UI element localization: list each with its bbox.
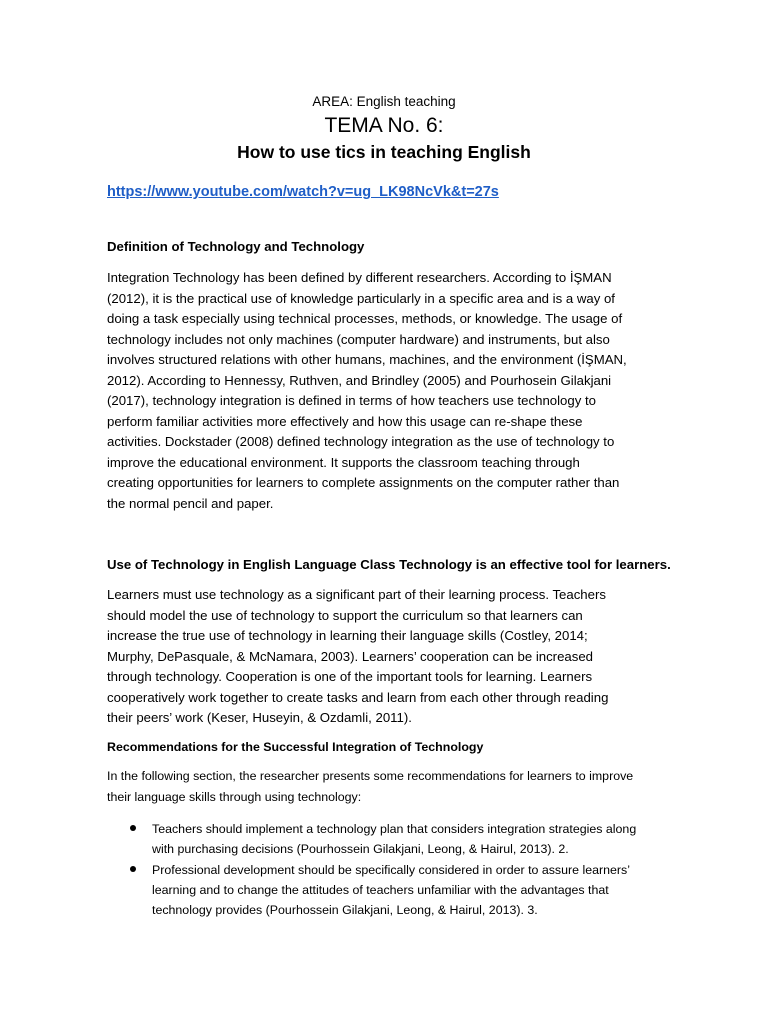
paragraph-line: technology includes not only machines (computer hardware) and instruments, but also	[107, 331, 610, 347]
paragraph-line: doing a task especially using technical processes, methods, or knowledge. The usage of	[107, 311, 623, 326]
paragraph-line: cooperatively work together to create tasks and learn from each other through reading	[107, 689, 609, 705]
list-item-line: technology provides (Pourhossein Gilakjani, Leong, & Hairul, 2013). 3.	[152, 903, 538, 917]
paragraph-line: their language skills through using technology:	[107, 789, 362, 804]
paragraph-recommendations	[107, 766, 667, 807]
paragraph-definition	[107, 268, 667, 514]
list-item-line: Teachers should implement a technology plan that considers integration strategies along	[152, 822, 637, 836]
list-item	[107, 860, 667, 920]
paragraph-line: through technology. Cooperation is one of the important tools for learning. Learners	[107, 669, 593, 684]
list-item-line: Professional development should be specifically considered in order to assure learners’	[152, 863, 630, 877]
paragraph-line: In the following section, the researcher presents some recommendations for learners to improve	[107, 769, 634, 783]
paragraph-line: 2012). According to Hennessy, Ruthven, and Brindley (2005) and Pourhosein Gilakjani	[107, 372, 612, 388]
bullet-icon	[130, 866, 136, 872]
recommendations-list	[107, 819, 667, 921]
document-title: How to use tics in teaching English	[237, 142, 531, 162]
list-item	[107, 819, 667, 859]
youtube-link[interactable]: https://www.youtube.com/watch?v=ug_LK98NcVk&t=27s	[107, 184, 499, 200]
paragraph-line: Integration Technology has been defined by different researchers. According to İŞMAN	[107, 270, 612, 285]
section-heading-definition: Definition of Technology and Technology	[107, 239, 365, 254]
list-item-line: learning and to change the attitudes of teachers unfamiliar with the advantages that	[152, 883, 609, 897]
paragraph-use-of-technology	[107, 585, 667, 729]
paragraph-line: (2012), it is the practical use of knowledge particularly in a specific area and is a way of	[107, 290, 615, 306]
paragraph-line: perform familiar activities more effectively and how this usage can re-shape these	[107, 413, 583, 429]
paragraph-line: Murphy, DePasquale, & McNamara, 2003). Learners’ cooperation can be increased	[107, 648, 593, 664]
paragraph-line: their peers’ work (Keser, Huseyin, & Ozdamli, 2011).	[107, 710, 412, 725]
paragraph-line: should model the use of technology to support the curriculum so that learners can	[107, 607, 583, 623]
paragraph-line: the normal pencil and paper.	[107, 495, 274, 511]
paragraph-line: activities. Dockstader (2008) defined technology integration as the use of technology to	[107, 434, 615, 449]
list-item-line: with purchasing decisions (Pourhossein Gilakjani, Leong, & Hairul, 2013). 2.	[152, 842, 569, 856]
tema-number: TEMA No. 6:	[324, 114, 444, 137]
bullet-icon	[130, 825, 136, 831]
paragraph-line: increase the true use of technology in learning their language skills (Costley, 2014;	[107, 628, 588, 643]
paragraph-line: improve the educational environment. It supports the classroom teaching through	[107, 454, 580, 470]
paragraph-line: (2017), technology integration is defined in terms of how teachers use technology to	[107, 393, 596, 408]
area-line: AREA: English teaching	[312, 94, 456, 109]
section-heading-use-of-technology: Use of Technology in English Language Class Technology is an effective tool for learners.	[107, 557, 671, 572]
paragraph-line: Learners must use technology as a significant part of their learning process. Teachers	[107, 587, 606, 602]
section-heading-recommendations: Recommendations for the Successful Integration of Technology	[107, 740, 484, 754]
paragraph-line: involves structured relations with other humans, machines, and the environment (İŞMAN,	[107, 352, 627, 367]
paragraph-line: creating opportunities for learners to complete assignments on the computer rather than	[107, 475, 620, 490]
